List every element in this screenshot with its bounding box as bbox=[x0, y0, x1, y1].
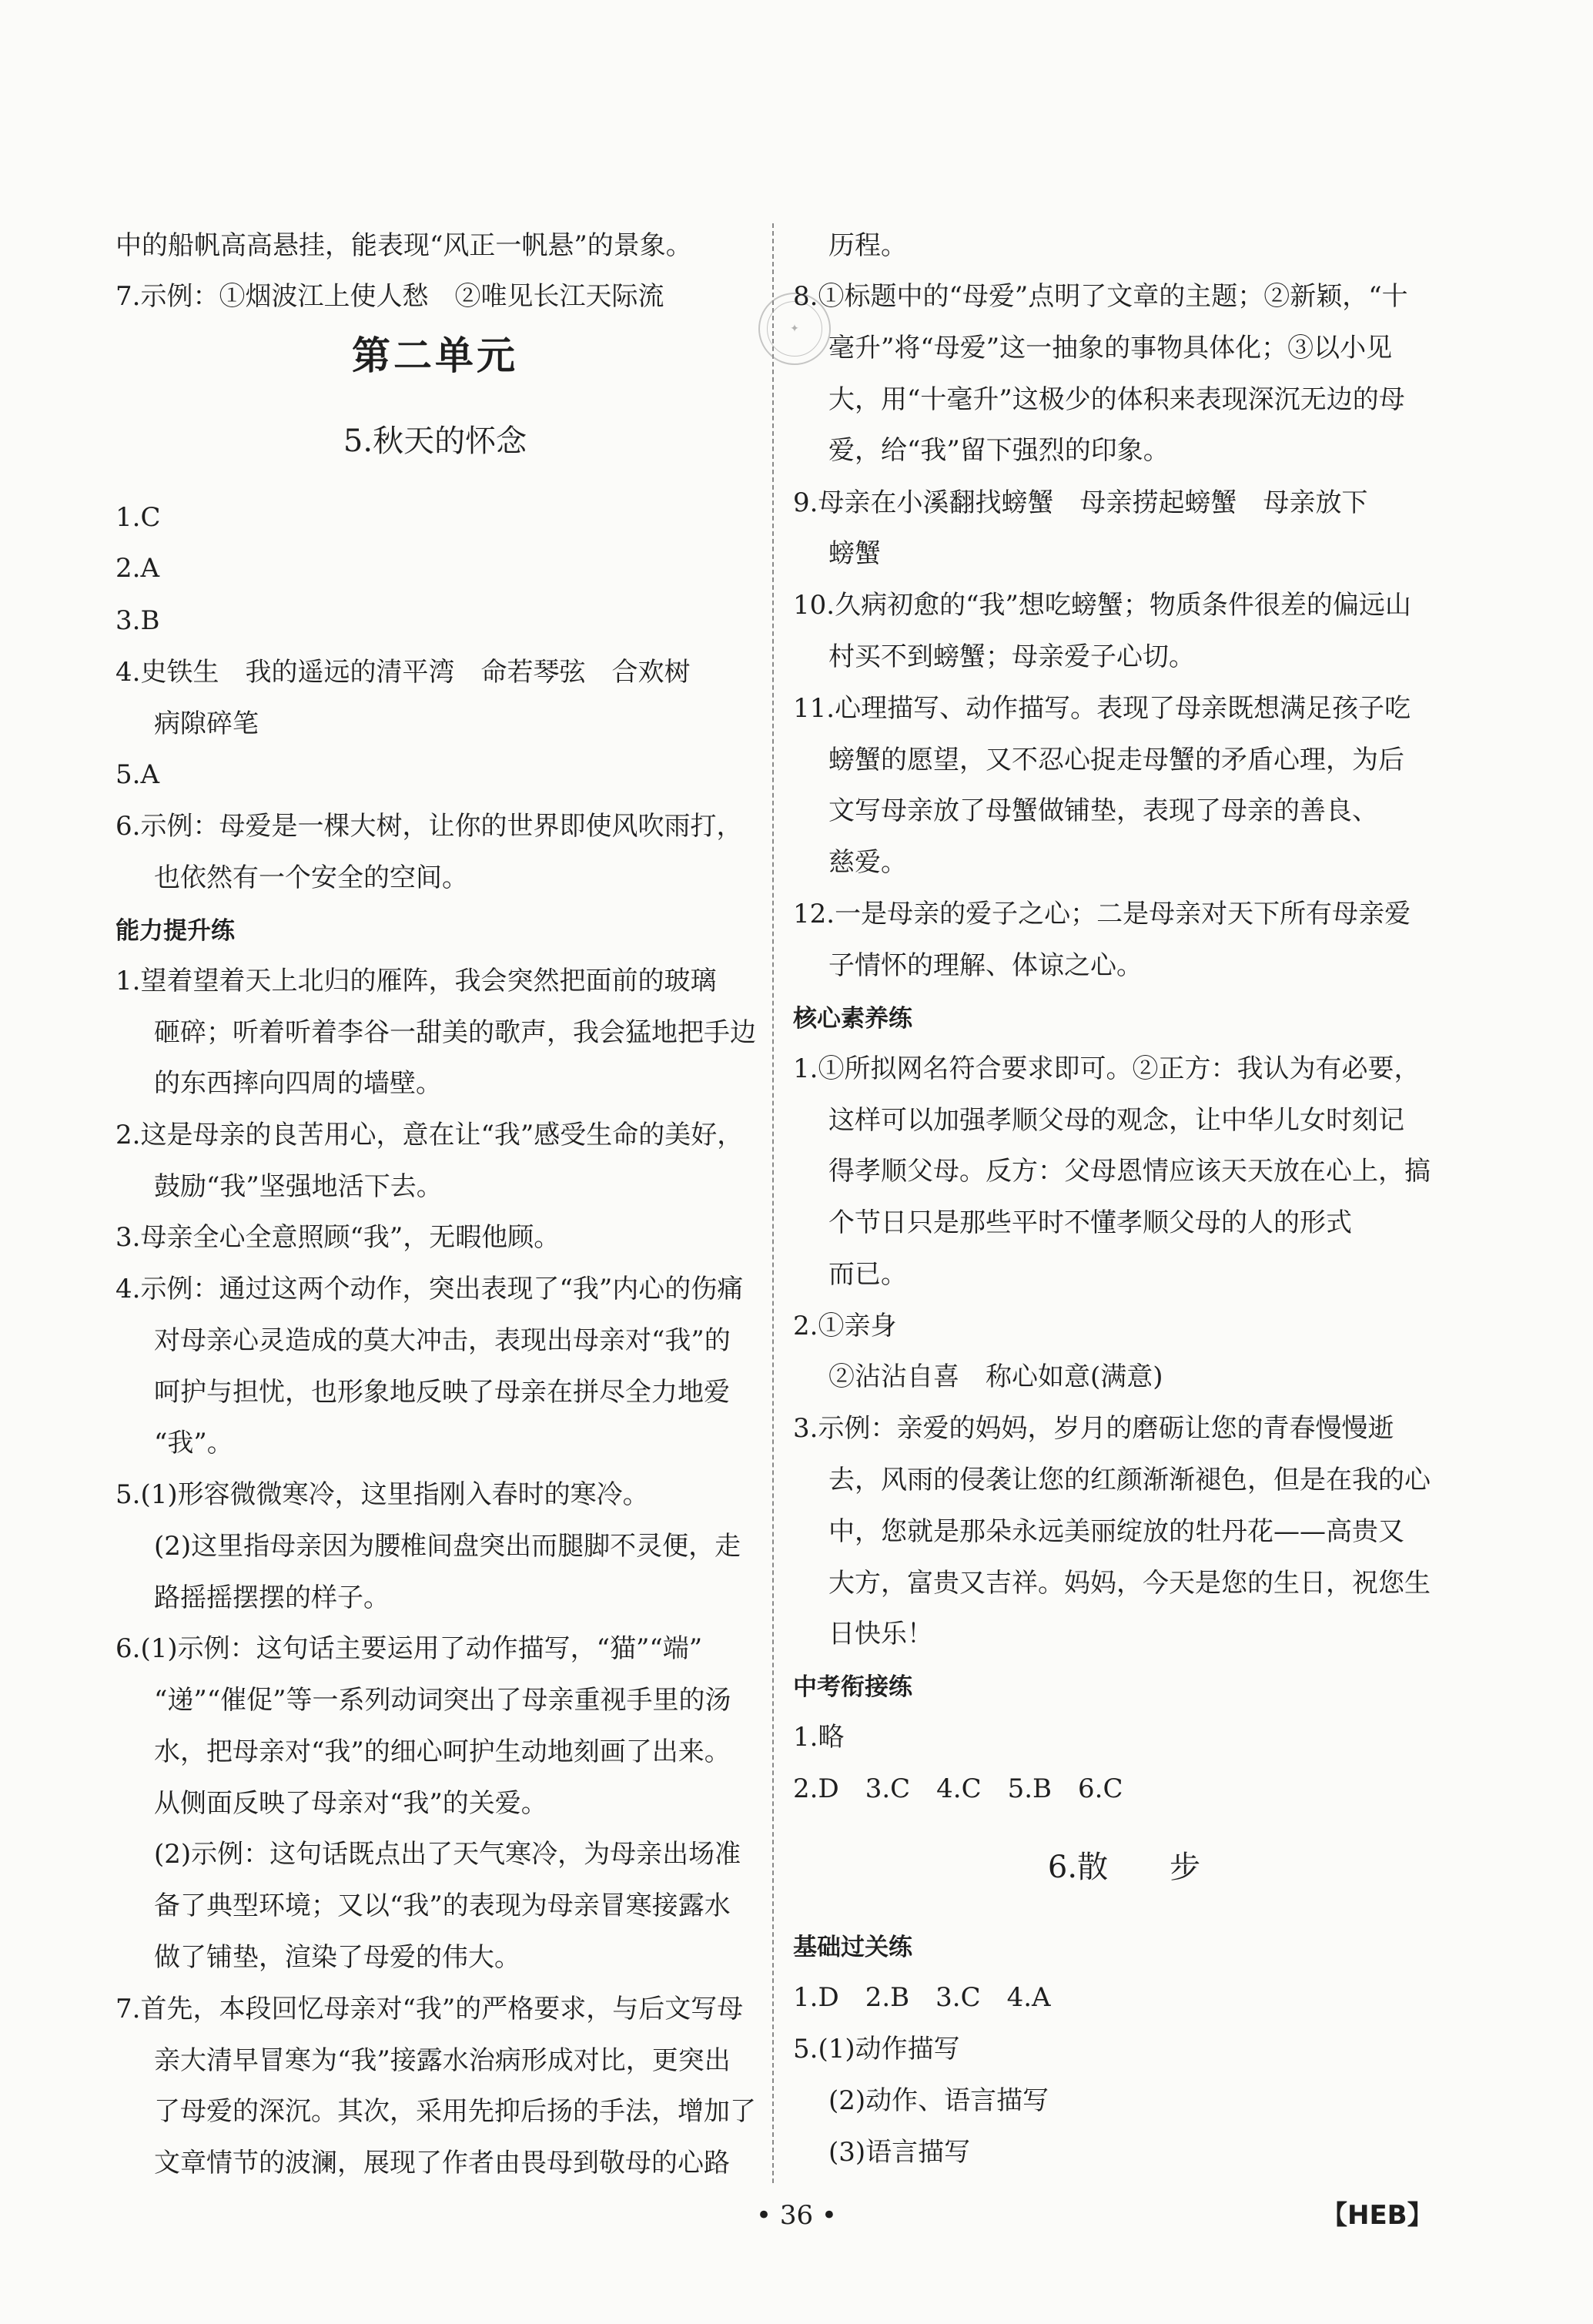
answer-line: 6.示例：母爱是一棵大树，让你的世界即使风吹雨打， bbox=[115, 811, 743, 842]
answer-line: 子情怀的理解、体谅之心。 bbox=[828, 950, 1143, 981]
answer-line: 10.久病初愈的“我”想吃螃蟹；物质条件很差的偏远山 bbox=[793, 590, 1411, 621]
answer-line: (2)这里指母亲因为腰椎间盘突出而腿脚不灵便，走 bbox=[154, 1531, 741, 1562]
answer-line: 5.(1)形容微微寒冷，这里指刚入春时的寒冷。 bbox=[115, 1479, 649, 1510]
answer-line: (2)动作、语言描写 bbox=[828, 2085, 1049, 2116]
answer-line: 备了典型环境；又以“我”的表现为母亲冒寒接露水 bbox=[154, 1890, 731, 1921]
answer-line: 这样可以加强孝顺父母的观念，让中华儿女时刻记 bbox=[828, 1105, 1404, 1136]
answer-line: (2)示例：这句话既点出了天气寒冷，为母亲出场准 bbox=[154, 1839, 741, 1870]
answer-line: 砸碎；听着听着李谷一甜美的歌声，我会猛地把手边 bbox=[154, 1017, 756, 1048]
answer-line: 2.A bbox=[115, 553, 159, 584]
answer-line: 2.这是母亲的良苦用心，意在让“我”感受生命的美好， bbox=[115, 1120, 744, 1150]
answer-line: 6.(1)示例：这句话主要运用了动作描写，“猫”“端” bbox=[115, 1633, 703, 1664]
answer-line: 从侧面反映了母亲对“我”的关爱。 bbox=[154, 1788, 547, 1819]
answer-line: 3.母亲全心全意照顾“我”，无暇他顾。 bbox=[115, 1222, 561, 1253]
answer-line: 1.略 bbox=[793, 1722, 845, 1753]
answer-line: 3.B bbox=[115, 605, 160, 636]
answer-line: 鼓励“我”坚强地活下去。 bbox=[154, 1171, 443, 1202]
answer-line: 慈爱。 bbox=[828, 847, 907, 878]
answer-line: 而已。 bbox=[828, 1259, 907, 1290]
answer-line: 1.C bbox=[115, 502, 161, 533]
answer-line: 得孝顺父母。反方：父母恩情应该天天放在心上，搞 bbox=[828, 1156, 1431, 1187]
answer-line: 1.望着望着天上北归的雁阵，我会突然把面前的玻璃 bbox=[115, 966, 717, 996]
answer-line: 11.心理描写、动作描写。表现了母亲既想满足孩子吃 bbox=[793, 693, 1411, 724]
answer-line: 也依然有一个安全的空间。 bbox=[154, 862, 468, 893]
answer-line: 毫升”将“母爱”这一抽象的事物具体化；③以小见 bbox=[828, 333, 1393, 363]
page-number: • 36 • bbox=[756, 2200, 837, 2231]
answer-line: 螃蟹 bbox=[828, 538, 881, 569]
answer-line: 大方，富贵又吉祥。妈妈，今天是您的生日，祝您生 bbox=[828, 1568, 1431, 1599]
answer-line: 呵护与担忧，也形象地反映了母亲在拼尽全力地爱 bbox=[154, 1377, 730, 1408]
answer-line: 的东西摔向四周的墙壁。 bbox=[154, 1068, 442, 1099]
answer-line: 爱，给“我”留下强烈的印象。 bbox=[828, 435, 1170, 466]
answer-line: 文章情节的波澜，展现了作者由畏母到敬母的心路 bbox=[154, 2148, 730, 2178]
answer-line: 8.①标题中的“母爱”点明了文章的主题；②新颖，“十 bbox=[793, 281, 1408, 312]
answer-line: 9.母亲在小溪翻找螃蟹 母亲捞起螃蟹 母亲放下 bbox=[793, 487, 1368, 518]
answer-line: 5.A bbox=[115, 759, 159, 790]
answer-line: (3)语言描写 bbox=[828, 2137, 971, 2168]
answer-line: 2.①亲身 bbox=[793, 1311, 897, 1341]
lesson-title: 6.散 步 bbox=[1047, 1850, 1201, 1885]
section-heading: 中考衔接练 bbox=[793, 1673, 912, 1701]
answer-line: 1.①所拟网名符合要求即可。②正方：我认为有必要， bbox=[793, 1053, 1421, 1084]
answer-line: 了母爱的深沉。其次，采用先抑后扬的手法，增加了 bbox=[154, 2096, 756, 2127]
section-heading: 基础过关练 bbox=[793, 1934, 912, 1961]
unit-title: 第二单元 bbox=[352, 333, 518, 378]
section-heading: 核心素养练 bbox=[793, 1005, 912, 1033]
answer-line: 12.一是母亲的爱子之心；二是母亲对天下所有母亲爱 bbox=[793, 899, 1411, 929]
answer-line: 去，风雨的侵袭让您的红颜渐渐褪色，但是在我的心 bbox=[828, 1465, 1431, 1495]
text-line: 中的船帆高高悬挂，能表现“风正一帆悬”的景象。 bbox=[115, 230, 692, 261]
answer-line: 日快乐！ bbox=[828, 1619, 933, 1649]
section-heading: 能力提升练 bbox=[115, 917, 235, 945]
answer-line: ②沾沾自喜 称心如意(满意) bbox=[828, 1361, 1163, 1392]
answer-line: 做了铺垫，渲染了母爱的伟大。 bbox=[154, 1942, 520, 1973]
lesson-title: 5.秋天的怀念 bbox=[343, 424, 527, 459]
answer-line: 4.史铁生 我的遥远的清平湾 命若琴弦 合欢树 bbox=[115, 657, 691, 688]
answer-line: 中，您就是那朵永远美丽绽放的牡丹花——高贵又 bbox=[828, 1516, 1404, 1547]
answer-line: 3.示例：亲爱的妈妈，岁月的磨砺让您的青春慢慢逝 bbox=[793, 1413, 1394, 1444]
answer-line: 4.示例：通过这两个动作，突出表现了“我”内心的伤痛 bbox=[115, 1274, 744, 1304]
answer-line: 路摇摇摆摆的样子。 bbox=[154, 1582, 390, 1613]
answer-line: 个节日只是那些平时不懂孝顺父母的人的形式 bbox=[828, 1207, 1352, 1238]
answer-line: 文写母亲放了母蟹做铺垫，表现了母亲的善良、 bbox=[828, 795, 1378, 826]
answer-line: 对母亲心灵造成的莫大冲击，表现出母亲对“我”的 bbox=[154, 1325, 731, 1356]
column-divider bbox=[772, 223, 774, 2183]
answer-line: 病隙碎笔 bbox=[154, 708, 259, 739]
answer-line: 历程。 bbox=[828, 230, 907, 261]
answer-line: 水，把母亲对“我”的细心呵护生动地刻画了出来。 bbox=[154, 1736, 731, 1767]
answer-line: 螃蟹的愿望，又不忍心捉走母蟹的矛盾心理，为后 bbox=[828, 745, 1404, 775]
answer-line: 大，用“十毫升”这极少的体积来表现深沉无边的母 bbox=[828, 384, 1405, 415]
answer-line: 7.首先，本段回忆母亲对“我”的严格要求，与后文写母 bbox=[115, 1994, 744, 2024]
book-code: 【HEB】 bbox=[1321, 2200, 1434, 2231]
answer-line: 村买不到螃蟹；母亲爱子心切。 bbox=[828, 641, 1195, 672]
answer-line: 1.D 2.B 3.C 4.A bbox=[793, 1982, 1051, 2013]
stamp-seal-inner: ✦ bbox=[767, 301, 822, 357]
answer-line: 2.D 3.C 4.C 5.B 6.C bbox=[793, 1773, 1123, 1804]
answer-line: “递”“催促”等一系列动词突出了母亲重视手里的汤 bbox=[154, 1685, 731, 1716]
text-line: 7.示例：①烟波江上使人愁 ②唯见长江天际流 bbox=[115, 281, 664, 312]
answer-line: “我”。 bbox=[154, 1428, 233, 1458]
answer-line: 亲大清早冒寒为“我”接露水治病形成对比，更突出 bbox=[154, 2045, 731, 2076]
answer-line: 5.(1)动作描写 bbox=[793, 2034, 960, 2064]
